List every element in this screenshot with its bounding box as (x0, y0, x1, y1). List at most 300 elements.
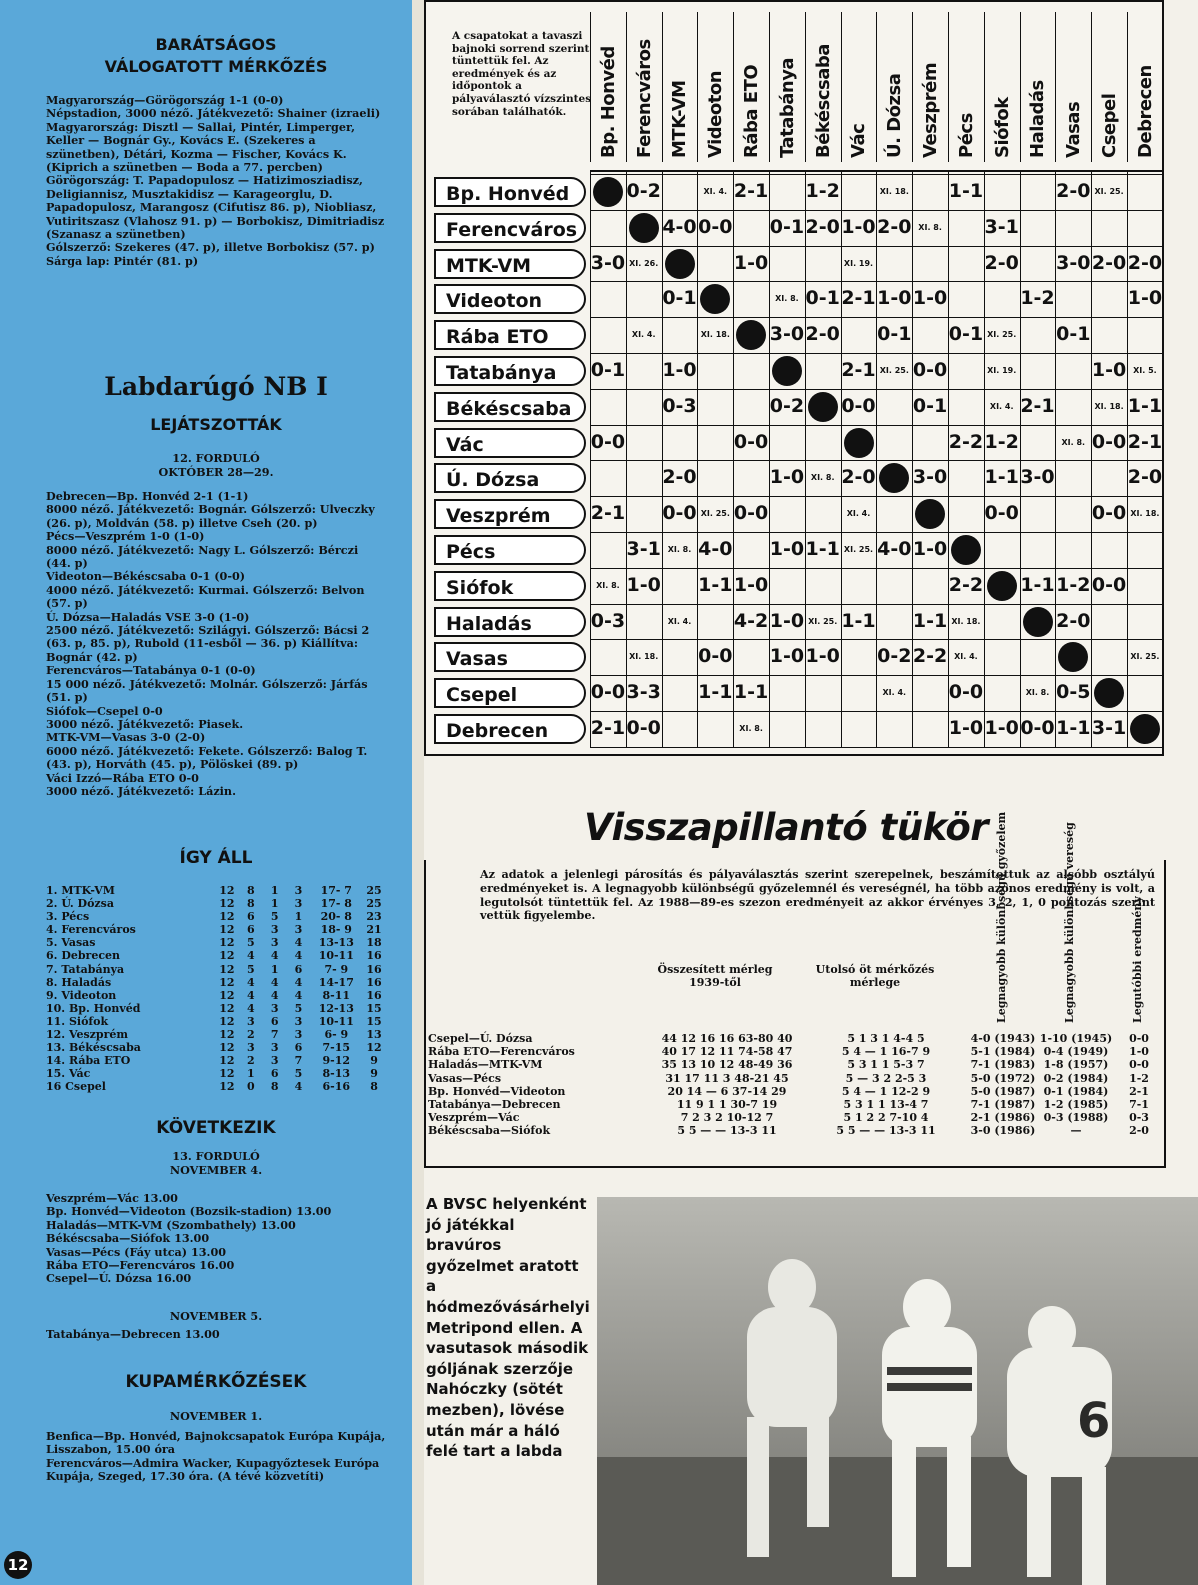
grid-self-dot (700, 284, 730, 314)
grid-cell: 3-1 (1091, 717, 1127, 739)
mirror-cell-loss: 0-3 (1988) (1043, 1111, 1109, 1125)
standings-cell: 15 (366, 1014, 382, 1028)
fixture: Haladás—MTK-VM (Szombathely) 13.00 (46, 1217, 296, 1232)
standings-cell: 16 (366, 975, 382, 989)
match-result: Videoton—Békéscsaba 0-1 (0-0) (46, 569, 246, 584)
standings-cell: 2 (246, 1028, 255, 1042)
standings-cell: 13 (366, 1028, 382, 1042)
grid-cell: 1-0 (626, 573, 661, 596)
header-total: Összesített mérleg 1939-től (657, 963, 773, 989)
standings-cell: 18 (366, 936, 382, 950)
grid-cell: 1-1 (948, 180, 984, 202)
grid-cell: 0-0 (1020, 717, 1055, 739)
standings-cell: 8. Haladás (46, 975, 112, 989)
grid-cell: 2-0 (1056, 180, 1091, 202)
grid-col-label: Csepel (1099, 93, 1121, 158)
grid-cell: 0-1 (877, 323, 912, 346)
grid-self-dot (844, 428, 874, 458)
grid-cell: 2-0 (1091, 251, 1127, 274)
grid-self-dot (1130, 714, 1160, 744)
grid-self-dot (665, 249, 695, 279)
left-sidebar (0, 0, 412, 1585)
grid-cell: 1-0 (769, 466, 805, 489)
fixture: Bp. Honvéd—Videoton (Bozsik-stadion) 13.00 (46, 1204, 332, 1219)
grid-col-header (948, 12, 984, 162)
mirror-cell-win: 2-1 (1986) (970, 1111, 1036, 1125)
friendly-title (46, 34, 386, 78)
standings-title: ÍGY ÁLL (179, 848, 253, 868)
standings-cell: 3 (294, 897, 303, 911)
standings-cell: 4 (294, 1080, 303, 1094)
grid-cell: XI. 8. (1061, 437, 1086, 447)
grid-cell: 1-0 (769, 645, 805, 668)
grid-cell: 1-0 (948, 717, 984, 739)
mirror-cell-last5: 5 — 3 2 2-5 3 (845, 1071, 927, 1085)
grid-cell: XI. 25. (700, 509, 730, 519)
standings-cell: 5 (270, 910, 279, 924)
mirror-cell-pair: Veszprém—Vác (428, 1111, 520, 1125)
grid-self-dot (987, 571, 1017, 601)
fixture: Rába ETO—Ferencváros 16.00 (46, 1258, 235, 1273)
standings-cell: 23 (366, 910, 382, 924)
standings-cell: 3 (270, 1041, 279, 1055)
standings-cell: 14. Rába ETO (46, 1054, 131, 1068)
grid-line (662, 170, 663, 747)
mirror-cell-loss: 0-2 (1984) (1043, 1071, 1109, 1085)
grid-col-header (805, 12, 841, 162)
match-result: Siófok—Csepel 0-0 (46, 703, 163, 718)
mirror-cell-last: 1-2 (1129, 1071, 1149, 1085)
grid-cell: 1-2 (805, 180, 840, 202)
mirror-cell-last5: 5 4 — 1 16-7 9 (841, 1045, 931, 1059)
fixture: Veszprém—Vác 13.00 (46, 1191, 178, 1205)
standings-row (46, 976, 386, 989)
standings-cell: 4 (270, 988, 279, 1002)
grid-cell: 2-1 (1127, 430, 1163, 453)
match-details: 8000 néző. Játékvezető: Bognár. Gólszerző: Ulveczky (26. p), Moldván (58. p) illetve Cseh (20. p) (46, 502, 375, 530)
grid-col-header (697, 12, 733, 162)
mirror-cell-last5: 5 4 — 1 12-2 9 (841, 1084, 931, 1098)
match-result: Váci Izzó—Rába ETO 0-0 (46, 770, 199, 785)
grid-cell: 1-0 (1127, 287, 1163, 310)
grid-cell: 0-1 (662, 287, 697, 310)
grid-row-label: Debrecen (434, 714, 586, 744)
grid-cell: 2-0 (1056, 609, 1091, 632)
mirror-cell-pair: Haladás—MTK-VM (428, 1058, 543, 1072)
mirror-cell-total: 31 17 11 3 48-21 45 (665, 1071, 789, 1085)
grid-row-label: Vác (434, 428, 586, 458)
grid-cell: 1-1 (698, 573, 733, 596)
grid-cell: 3-0 (1056, 251, 1091, 274)
mirror-cell-loss: — (1070, 1124, 1082, 1138)
header-last-text: Legutóbbi eredmény (1131, 896, 1144, 1023)
standings-cell: 12 (219, 1028, 235, 1042)
standings-cell: 5 (246, 962, 255, 976)
grid-self-dot (593, 177, 623, 207)
mirror-cell-last: 0-3 (1129, 1111, 1149, 1125)
grid-col-header (876, 12, 912, 162)
grid-cell: 0-1 (948, 323, 984, 346)
standings-cell: 10-11 (318, 1014, 354, 1028)
standings-cell: 12 (219, 1001, 235, 1015)
mirror-cell-win: 5-0 (1972) (970, 1071, 1036, 1085)
mirror-cell-pair: Bp. Honvéd—Videoton (428, 1084, 566, 1098)
grid-col-label: Veszprém (920, 62, 942, 158)
grid-col-label: Bp. Honvéd (597, 46, 619, 158)
standings-cell: 21 (366, 923, 382, 937)
match-details: 3000 néző. Játékvezető: Lázin. (46, 783, 236, 798)
standings-cell: 3 (294, 923, 303, 937)
standings-row (46, 963, 386, 976)
match-details: 2500 néző. Játékvezető: Szilágyi. Gólszerző: Bácsi 2 (63. p, 85. p), Rubold (11-esből — 36. p) Kiállítva: Bognár (42. p) (46, 623, 370, 664)
grid-cell: 0-0 (733, 430, 769, 453)
match-details: 8000 néző. Játékvezető: Nagy L. Gólszerző: Bérczi (44. p) (46, 542, 359, 571)
grid-cell: 1-1 (733, 681, 769, 704)
standings-cell: 5. Vasas (46, 936, 96, 950)
standings-cell: 3 (294, 884, 303, 897)
grid-cell: 1-0 (769, 538, 805, 560)
grid-cell: 0-0 (698, 215, 733, 238)
standings-cell: 6- 9 (324, 1028, 349, 1042)
standings-row (46, 1067, 386, 1080)
grid-cell: 0-5 (1056, 681, 1091, 704)
grid-row-label: Rába ETO (434, 320, 586, 350)
grid-row-label: Vasas (434, 642, 586, 672)
grid-cell: 3-1 (984, 215, 1019, 238)
standings-cell: 12 (219, 1067, 235, 1081)
grid-cell: XI. 4. (667, 616, 692, 626)
standings-cell: 12 (219, 988, 235, 1002)
standings-cell: 6 (246, 910, 255, 924)
nb1-title: Labdarúgó NB I (104, 372, 328, 401)
standings-cell: 10. Bp. Honvéd (46, 1001, 141, 1015)
grid-self-dot (736, 320, 766, 350)
grid-cell: 1-1 (698, 681, 733, 704)
header-last5: Utolsó öt mérkőzés mérlege (815, 963, 935, 989)
friendly-scorers: Gólszerző: Szekeres (47. p), illetve Borbokisz (57. p) (46, 240, 375, 255)
standings-cell: 6 (270, 1014, 279, 1028)
standings-cell: 15 (366, 1001, 382, 1015)
grid-row-label: Tatabánya (434, 356, 586, 386)
grid-cell: 0-0 (733, 502, 769, 525)
nb1-subtitle: LEJÁTSZOTTÁK (150, 415, 282, 434)
standings-cell: 1 (270, 962, 279, 976)
mirror-cell-loss: 1-2 (1985) (1043, 1098, 1109, 1111)
grid-self-dot (1023, 607, 1053, 637)
grid-cell: 0-0 (626, 717, 661, 739)
grid-self-dot (629, 213, 659, 243)
grid-cell: 1-1 (1127, 394, 1163, 417)
grid-line (590, 747, 1163, 748)
cup-date: NOVEMBER 1. (169, 1409, 263, 1423)
grid-cell: 0-2 (877, 645, 912, 668)
grid-cell: XI. 18. (629, 652, 659, 662)
mirror-cell-last: 1-0 (1129, 1045, 1149, 1059)
grid-col-header (841, 12, 877, 162)
standings-cell: 14-17 (318, 975, 354, 989)
mirror-cell-win: 5-1 (1984) (970, 1045, 1036, 1059)
grid-cell: 3-0 (1020, 466, 1055, 489)
grid-self-dot (915, 499, 945, 529)
grid-cell: 1-2 (1056, 573, 1091, 596)
standings-cell: 6 (270, 1067, 279, 1081)
standings-cell: 7. Tatabánya (46, 962, 125, 976)
grid-cell: XI. 4. (882, 688, 907, 698)
mirror-cell-win: 4-0 (1943) (970, 1032, 1036, 1045)
results-grid (424, 0, 1164, 756)
mirror-cell-pair: Békéscsaba—Siófok (428, 1124, 551, 1138)
grid-cell: 1-0 (841, 215, 876, 238)
standings-cell: 6. Debrecen (46, 949, 121, 963)
grid-cell: 0-3 (590, 609, 626, 632)
next-fixtures (46, 1192, 386, 1286)
mirror-intro: Az adatok a jelenlegi párosítás és pályaválasztás szerint szerepelnek, beszámítottuk az alsóbb osztályú eredményeket is. A legnagyobb különbségű győzelemnél és vereségnél, ha több azonos eredmény is volt, a legutolsót tüntettük fel. Az 1988—89-es szezon eredményeit az akkor érvényes 3, 2, 1, 0 pontozás szerint vettük figyelembe. (480, 867, 1155, 923)
fixture: Békéscsaba—Siófok 13.00 (46, 1231, 210, 1246)
grid-cell: 1-1 (984, 466, 1019, 489)
standings-cell: 4 (270, 975, 279, 989)
friendly-title-line2: VÁLOGATOTT MÉRKŐZÉS (104, 57, 328, 76)
standings-cell: 12 (219, 962, 235, 976)
standings-cell: 20- 8 (320, 910, 352, 924)
grid-col-label: Rába ETO (741, 64, 763, 158)
standings-cell: 7- 9 (324, 962, 349, 976)
cup-fixtures (46, 1430, 386, 1484)
grid-row-label: Ú. Dózsa (434, 463, 586, 493)
grid-cell: 1-0 (912, 538, 948, 560)
grid-col-header (662, 12, 698, 162)
standings-cell: 3 (294, 1028, 303, 1042)
grid-cell: 3-3 (626, 681, 661, 704)
standings-cell: 1. MTK-VM (46, 884, 115, 897)
grid-row-label: Csepel (434, 678, 586, 708)
standings-cell: 4 (294, 988, 303, 1002)
next-date1: NOVEMBER 4. (169, 1163, 263, 1177)
grid-col-header (769, 12, 805, 162)
mirror-cell-last: 0-0 (1129, 1032, 1149, 1045)
grid-cell: 0-0 (912, 359, 948, 381)
grid-col-label: Vasas (1063, 101, 1085, 158)
grid-cell: XI. 8. (667, 545, 692, 554)
grid-cell: 0-1 (805, 287, 840, 310)
standings-cell: 8 (270, 1080, 279, 1094)
nb1-dates: OKTÓBER 28—29. (158, 465, 274, 479)
grid-cell: 4-0 (662, 215, 697, 238)
standings-cell: 9. Videoton (46, 988, 117, 1002)
standings-cell: 17- 8 (320, 897, 352, 911)
grid-cell: XI. 19. (843, 258, 874, 268)
friendly-lineup-gr: Görögország: T. Papadopulosz — Hatizimosziadisz, Deligiannisz, Musztakidisz — Karageorglu, D. Papadopulosz, Marangosz (Cifutisz 86. p), Niobliasz, Vutiritszasz (Vlahosz 91. p) — Borbokisz, Dimitriadisz (Szanasz a szünetben) (46, 173, 385, 242)
grid-self-dot (951, 535, 981, 565)
grid-cell: XI. 4. (703, 187, 728, 196)
grid-cell: 0-0 (590, 681, 626, 704)
match-result: Pécs—Veszprém 1-0 (1-0) (46, 529, 205, 544)
header-last (1131, 896, 1144, 1023)
mirror-cell-last: 2-1 (1129, 1084, 1149, 1098)
standings-row (46, 1041, 386, 1054)
standings-cell: 4 (294, 975, 303, 989)
grid-cell: 0-2 (626, 180, 661, 202)
grid-col-label: Békéscsaba (812, 44, 834, 158)
standings-row (46, 936, 386, 949)
mirror-cell-loss: 0-1 (1984) (1043, 1084, 1109, 1098)
grid-col-header (1091, 12, 1127, 162)
grid-col-header (1055, 12, 1091, 162)
standings-row (46, 1028, 386, 1041)
standings-cell: 5 (294, 1067, 303, 1081)
mirror-cell-last5: 5 3 1 1 13-4 7 (843, 1098, 929, 1111)
match-details: 3000 néző. Játékvezető: Piasek. (46, 716, 244, 731)
cup-title: KUPAMÉRKŐZÉSEK (125, 1372, 307, 1392)
grid-col-label: Haladás (1027, 80, 1049, 158)
grid-col-label: Siófok (991, 97, 1013, 158)
grid-row-label: Siófok (434, 571, 586, 601)
grid-self-dot (808, 392, 838, 422)
grid-line (1020, 170, 1021, 747)
standings-cell: 8-13 (322, 1067, 351, 1081)
mirror-cell-last5: 5 3 1 1 5-3 7 (847, 1058, 925, 1072)
match-details: 15 000 néző. Játékvezető: Molnár. Gólszerző: Járfás (51. p) (46, 676, 368, 705)
standings-cell: 12 (219, 936, 235, 950)
grid-cell: 1-1 (841, 609, 876, 632)
grid-cell: 2-0 (1127, 466, 1163, 489)
grid-self-dot (1058, 642, 1088, 672)
standings-cell: 4 (246, 988, 255, 1002)
grid-cell: XI. 25. (1130, 652, 1160, 662)
svg-text:6: 6 (1077, 1393, 1111, 1449)
grid-row-label: Ferencváros (434, 213, 586, 243)
standings-cell: 7 (294, 1054, 303, 1068)
fixture: Csepel—Ú. Dózsa 16.00 (46, 1271, 192, 1286)
standings-cell: 1 (246, 1067, 255, 1081)
standings-cell: 17- 7 (320, 884, 352, 897)
standings-cell: 16 (366, 988, 382, 1002)
standings-row (46, 1002, 386, 1015)
standings-cell: 8 (246, 897, 255, 911)
standings-row (46, 989, 386, 1002)
standings-cell: 7-15 (322, 1041, 351, 1055)
header-win (995, 812, 1008, 1023)
grid-cell: 4-2 (733, 609, 769, 632)
standings-cell: 16 Csepel (46, 1080, 106, 1094)
friendly-venue: Népstadion, 3000 néző. Játékvezető: Shainer (izraeli) (46, 106, 381, 121)
grid-cell: 1-1 (805, 538, 840, 560)
standings-cell: 16 (366, 962, 382, 976)
standings-cell: 1 (294, 910, 303, 924)
header-loss-text: Legnagyobb különbségű vereség (1063, 822, 1076, 1023)
grid-cell: XI. 18. (951, 616, 981, 626)
next-title: KÖVETKEZIK (156, 1118, 276, 1138)
grid-col-label: Ferencváros (633, 39, 655, 158)
grid-cell: 0-0 (590, 430, 626, 453)
grid-col-header (984, 12, 1020, 162)
standings-cell: 15. Vác (46, 1067, 91, 1081)
grid-cell: XI. 8. (1025, 688, 1050, 698)
grid-cell: 3-0 (769, 323, 805, 346)
grid-cell: XI. 4. (846, 509, 871, 519)
match-result: Debrecen—Bp. Honvéd 2-1 (1-1) (46, 489, 249, 503)
friendly-report (46, 94, 386, 268)
standings-cell: 12 (219, 1080, 235, 1094)
standings-cell: 12 (219, 1041, 235, 1055)
next-fixture-2: Tatabánya—Debrecen 13.00 (46, 1327, 220, 1341)
mirror-cell-total: 40 17 12 11 74-58 47 (661, 1045, 793, 1059)
grid-row-label: Haladás (434, 607, 586, 637)
nb1-round: 12. FORDULÓ (172, 451, 260, 465)
grid-cell: 1-0 (1091, 359, 1127, 381)
next-round: 13. FORDULÓ (172, 1149, 260, 1163)
grid-cell: 1-2 (984, 430, 1019, 453)
standings-table (46, 884, 386, 1094)
standings-cell: 8 (246, 884, 255, 897)
standings-row (46, 884, 386, 897)
mirror-cell-win: 3-0 (1986) (970, 1124, 1036, 1138)
grid-cell: 2-1 (841, 359, 876, 381)
standings-cell: 3. Pécs (46, 910, 90, 924)
standings-cell: 3 (270, 923, 279, 937)
mirror-cell-win: 7-1 (1987) (970, 1098, 1036, 1111)
grid-cell: 4-0 (698, 538, 733, 560)
standings-cell: 2 (246, 1054, 255, 1068)
mirror-cell-total: 5 5 — — 13-3 11 (677, 1124, 777, 1138)
standings-cell: 5 (294, 1001, 303, 1015)
standings-cell: 4 (246, 1001, 255, 1015)
grid-col-header (733, 12, 769, 162)
grid-cell: 3-0 (912, 466, 948, 489)
grid-cell: 2-1 (733, 180, 769, 202)
standings-cell: 1 (270, 897, 279, 911)
standings-cell: 12 (219, 923, 235, 937)
grid-cell: 2-0 (662, 466, 697, 489)
match-photo (597, 1197, 1198, 1585)
grid-cell: 2-0 (805, 215, 840, 238)
grid-cell: 3-1 (626, 538, 661, 560)
grid-cell: XI. 5. (1133, 366, 1157, 375)
standings-cell: 4 (246, 975, 255, 989)
cup-match: Benfica—Bp. Honvéd, Bajnokcsapatok Európa Kupája, Lisszabon, 15.00 óra (46, 1429, 386, 1457)
grid-cell: XI. 18. (700, 330, 730, 340)
friendly-lineup-hu: Magyarország: Disztl — Sallai, Pintér, Limperger, Keller — Bognár Gy., Kovács E. (Szekeres a szünetben), Détári, Kozma — Fischer, Kovács K. (Kiprich a szünetben — Boda a 77. percben) (46, 119, 355, 175)
mirror-cell-total: 20 14 — 6 37-14 29 (667, 1084, 787, 1098)
grid-cell: 1-1 (912, 609, 948, 632)
grid-cell: 2-2 (948, 573, 984, 596)
mirror-cell-total: 11 9 1 1 30-7 19 (676, 1098, 778, 1111)
standings-cell: 12 (219, 975, 235, 989)
grid-cell: 2-0 (841, 466, 876, 489)
mirror-title: Visszapillantó tükör (584, 806, 989, 849)
mirror-cell-pair: Rába ETO—Ferencváros (428, 1045, 575, 1059)
mirror-cell-loss: 0-4 (1949) (1043, 1045, 1109, 1059)
standings-cell: 2. Ú. Dózsa (46, 897, 114, 911)
grid-self-dot (879, 463, 909, 493)
grid-row-label: Pécs (434, 535, 586, 565)
mirror-cell-last: 2-0 (1129, 1124, 1149, 1138)
grid-cell: XI. 18. (1094, 401, 1124, 411)
grid-cell: 4-0 (877, 538, 912, 560)
grid-cell: 2-0 (1127, 251, 1163, 274)
grid-col-label: Videoton (705, 70, 727, 158)
grid-col-header (626, 12, 662, 162)
standings-cell: 12 (219, 897, 235, 911)
standings-cell: 9 (370, 1054, 378, 1068)
standings-cell: 5 (246, 936, 255, 950)
grid-cell: XI. 18. (1130, 509, 1160, 519)
standings-row (46, 949, 386, 962)
standings-cell: 7 (270, 1028, 279, 1042)
grid-cell: 2-1 (590, 717, 626, 739)
next-date2: NOVEMBER 5. (169, 1309, 263, 1323)
grid-cell: XI. 26. (629, 258, 659, 268)
grid-row-label: MTK-VM (434, 249, 586, 279)
